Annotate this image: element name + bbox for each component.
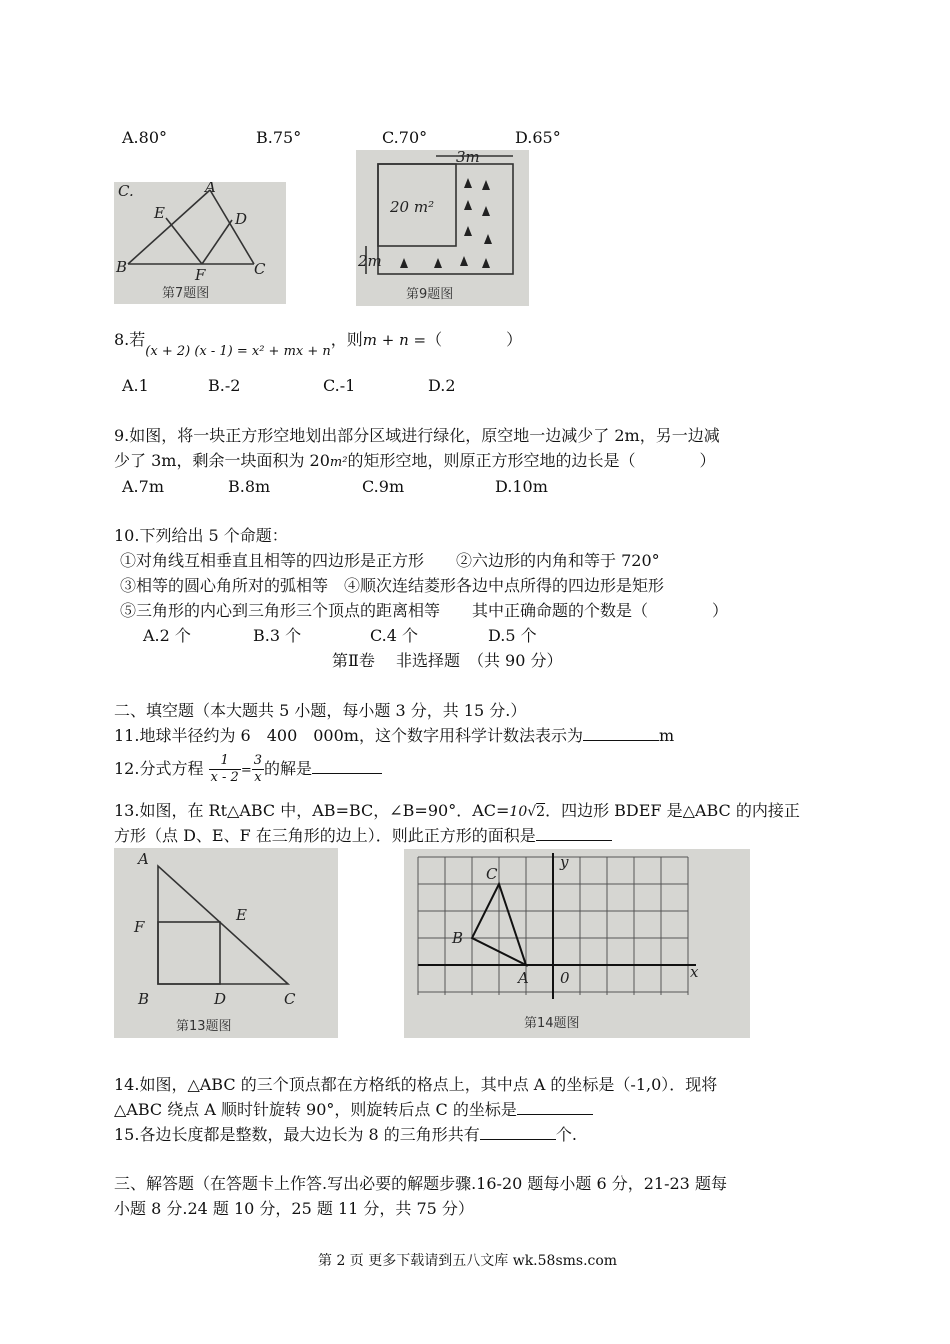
- fig7-label-c: C: [254, 260, 266, 278]
- page-footer: 第 2 页 更多下载请到五八文库 wk.58sms.com: [318, 1253, 618, 1269]
- q10-option-b: B.3 个: [253, 626, 302, 645]
- q12-answer-blank: [312, 757, 382, 774]
- q10-intro: 10.下列给出 5 个命题：: [114, 526, 288, 545]
- fig14-label-a: A: [518, 969, 529, 987]
- fig13-label-c: C: [284, 990, 296, 1008]
- q9-option-b: B.8m: [228, 477, 271, 496]
- q7-option-c: C.70°: [382, 128, 428, 147]
- fig9-caption: 第9题图: [406, 287, 454, 302]
- figure-9: [356, 150, 529, 306]
- q14-answer-blank: [517, 1098, 593, 1115]
- q9-option-c: C.9m: [362, 477, 405, 496]
- q9-line-1: 9.如图，将一块正方形空地划出部分区域进行绿化，原空地一边减少了 2m，另一边减: [114, 426, 720, 445]
- q10-option-a: A.2 个: [143, 626, 191, 645]
- fig13-label-a: A: [138, 850, 149, 868]
- fig13-label-f: F: [134, 918, 145, 936]
- question-15: 15.各边长度都是整数，最大边长为 8 的三角形共有 个.: [114, 1125, 577, 1144]
- q13-answer-blank: [536, 824, 612, 841]
- part-2-title: 第Ⅱ卷 非选择题 （共 90 分）: [332, 651, 563, 670]
- fig14-label-x: x: [690, 963, 699, 981]
- fig13-label-d: D: [214, 990, 227, 1008]
- q8-paren: （ ）: [426, 330, 523, 349]
- q10-line-2: ③相等的圆心角所对的弧相等 ④顺次连结菱形各边中点所得的四边形是矩形: [120, 576, 665, 595]
- q10-option-c: C.4 个: [370, 626, 419, 645]
- figure-14: [404, 849, 750, 1038]
- question-11: 11.地球半径约为 6 400 000m，这个数字用科学计数法表示为 m: [114, 726, 675, 745]
- fig13-label-e: E: [236, 906, 247, 924]
- fig9-top-dimension: 3m: [456, 150, 480, 166]
- q9-option-a: A.7m: [122, 477, 164, 496]
- q11-answer-blank: [583, 724, 659, 741]
- section-2-heading: 二、填空题（本大题共 5 小题，每小题 3 分，共 15 分.）: [114, 701, 527, 720]
- fig13-caption: 第13题图: [176, 1019, 232, 1034]
- q9-option-d: D.10m: [495, 477, 548, 496]
- q8-prefix: 8.若: [114, 330, 146, 349]
- q8-option-d: D.2: [428, 376, 456, 395]
- question-8: [114, 328, 523, 359]
- fig7-label-b: B: [116, 258, 128, 276]
- q8-option-b: B.-2: [208, 376, 241, 395]
- figure-13: [114, 848, 338, 1038]
- q10-line-3: ⑤三角形的内心到三角形三个顶点的距离相等 其中正确命题的个数是（ ）: [120, 601, 729, 620]
- q15-answer-blank: [480, 1123, 556, 1140]
- fig14-label-c: C: [486, 865, 498, 883]
- q9-line-2: 少了 3m，剩余一块面积为 20m²的矩形空地，则原正方形空地的边长是（ ）: [114, 451, 716, 470]
- fig7-label-d: D: [235, 210, 248, 228]
- q13-line-1: 13.如图，在 Rt△ABC 中，AB=BC，∠B=90°．AC=10√2．四边形 BDEF 是△ABC 的内接正: [114, 801, 800, 820]
- q10-line-1: ①对角线互相垂直且相等的四边形是正方形 ②六边形的内角和等于 720°: [120, 551, 660, 570]
- fig13-label-b: B: [138, 990, 150, 1008]
- fig9-side-dimension: 2m: [358, 252, 382, 270]
- q7-option-b: B.75°: [256, 128, 302, 147]
- fig7-label-f: F: [195, 266, 206, 284]
- q7-option-a: A.80°: [122, 128, 167, 147]
- fig14-caption: 第14题图: [524, 1016, 580, 1031]
- fig14-label-y: y: [560, 853, 569, 871]
- figure-7: [114, 182, 286, 304]
- fig7-corner-label: C.: [118, 182, 134, 200]
- q7-option-d: D.65°: [515, 128, 561, 147]
- fig14-label-origin: 0: [560, 969, 570, 987]
- q8-target: m + n =: [362, 331, 427, 349]
- q14-line-1: 14.如图，△ABC 的三个顶点都在方格纸的格点上，其中点 A 的坐标是（-1,0）．现将: [114, 1075, 718, 1094]
- q14-line-2: △ABC 绕点 A 顺时针旋转 90°，则旋转后点 C 的坐标是: [114, 1098, 593, 1122]
- q8-option-c: C.-1: [323, 376, 356, 395]
- fig14-label-b: B: [452, 929, 464, 947]
- fig9-area-label: 20 m²: [390, 198, 435, 216]
- section-3-line-2: 小题 8 分.24 题 10 分，25 题 11 分，共 75 分）: [114, 1199, 474, 1218]
- section-3-line-1: 三、解答题（在答题卡上作答.写出必要的解题步骤.16-20 题每小题 6 分，21-23 题每: [114, 1174, 727, 1193]
- q13-line-2: 方形（点 D、E、F 在三角形的边上）．则此正方形的面积是: [114, 824, 612, 848]
- q12-fraction-1: $\frac{1}{x - 2}$: [210, 753, 239, 785]
- q10-option-d: D.5 个: [488, 626, 537, 645]
- fig7-label-a: A: [205, 182, 216, 196]
- q12-fraction-2: $\frac{3}{x}$: [253, 753, 262, 785]
- fig7-caption: 第7题图: [162, 286, 210, 301]
- fig7-label-e: E: [154, 204, 165, 222]
- q8-equation: (x + 2) (x - 1) = x² + mx + n: [145, 344, 331, 359]
- q8-mid: ，则: [330, 330, 363, 349]
- question-12: 12.分式方程 $\frac{1}{x - 2}$ = $\frac{3}{x}$ 的解是: [114, 749, 382, 791]
- q8-option-a: A.1: [122, 376, 149, 395]
- q9-unit: m²: [329, 455, 348, 470]
